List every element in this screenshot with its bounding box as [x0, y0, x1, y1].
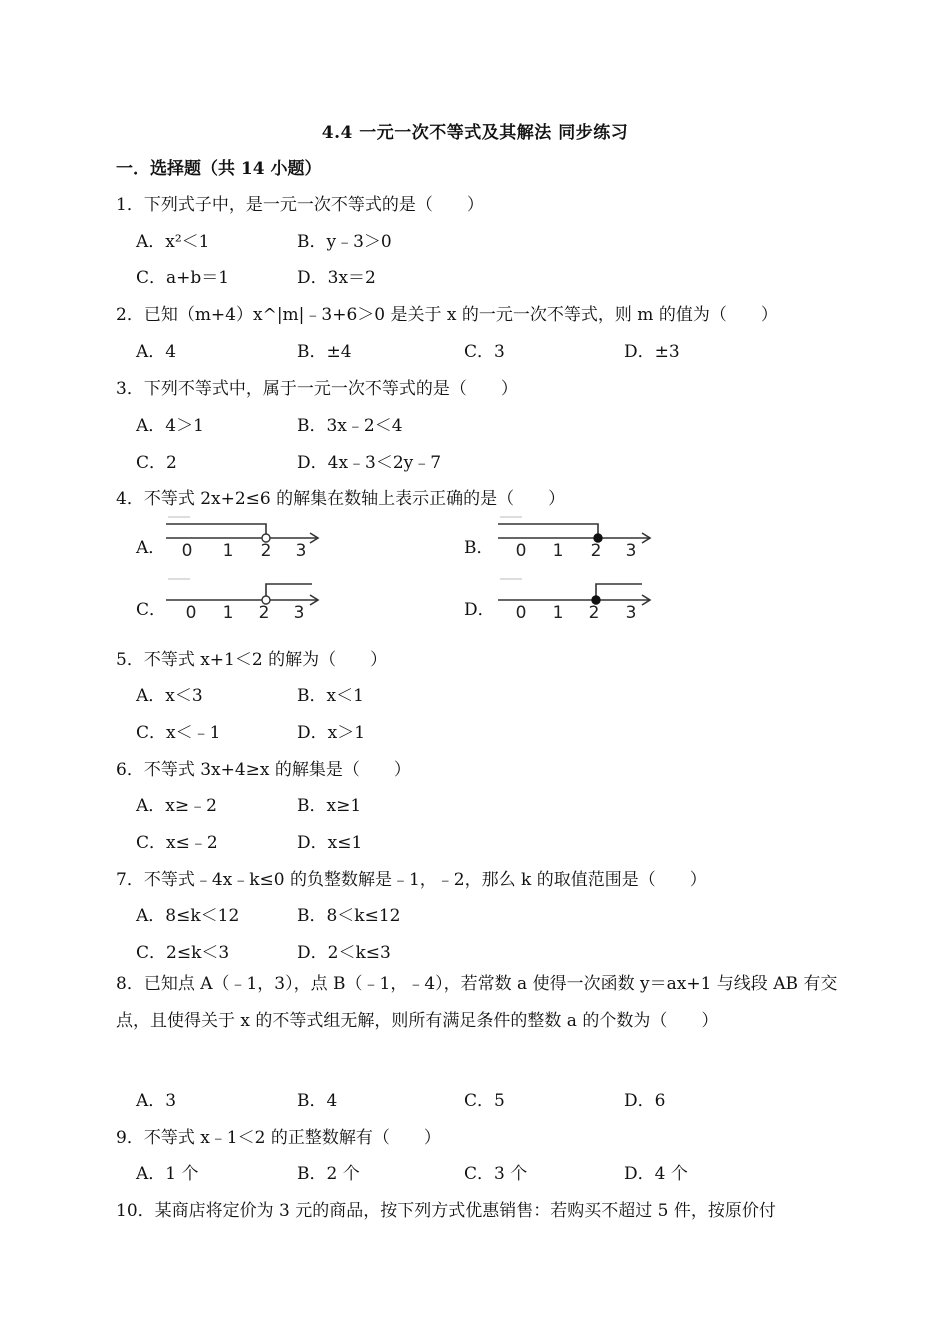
tick-label: 0	[515, 603, 527, 623]
q2-option-b: B．±4	[297, 342, 352, 362]
tick-label: 0	[515, 541, 527, 561]
question-9: 9．不等式 x﹣1＜2 的正整数解有（ ）	[116, 1128, 441, 1148]
tick-label: 1	[222, 541, 234, 561]
tick-label: 1	[222, 603, 234, 623]
question-8: 8．已知点 A（﹣1，3），点 B（﹣1，﹣4），若常数 a 使得一次函数 y＝ax+1 与线段 AB 有交点，且使得关于 x 的不等式组无解，则所有满足条件的整数 a 的个数为（ ）	[116, 974, 838, 1031]
q7-option-b: B．8＜k≤12	[297, 906, 401, 926]
question-2: 2．已知（m+4）x^|m|﹣3+6＞0 是关于 x 的一元一次不等式，则 m 的值为（ ）	[116, 305, 778, 325]
tick-label: 1	[552, 541, 564, 561]
q2-option-c: C．3	[464, 342, 505, 362]
q2-option-a: A．4	[136, 342, 177, 362]
q4-number-line-d	[492, 574, 662, 624]
tick-label: 2	[590, 541, 602, 561]
q3-option-a: A．4＞1	[136, 416, 204, 436]
document-title: 4.4 一元一次不等式及其解法 同步练习	[321, 123, 629, 143]
tick-label: 0	[181, 541, 193, 561]
tick-label: 3	[625, 603, 637, 623]
q6-option-b: B．x≥1	[297, 796, 362, 816]
q7-option-a: A．8≤k＜12	[136, 906, 240, 926]
q7-option-d: D．2＜k≤3	[297, 943, 391, 963]
q8-option-b: B．4	[297, 1091, 338, 1111]
tick-label: 2	[260, 541, 272, 561]
q4-option-a: A．	[136, 538, 166, 558]
question-1: 1．下列式子中，是一元一次不等式的是（ ）	[116, 195, 484, 215]
tick-label: 2	[258, 603, 270, 623]
tick-label: 3	[295, 541, 307, 561]
question-4: 4．不等式 2x+2≤6 的解集在数轴上表示正确的是（ ）	[116, 489, 566, 509]
q3-option-b: B．3x﹣2＜4	[297, 416, 403, 436]
q3-option-d: D．4x﹣3＜2y﹣7	[297, 453, 442, 473]
q8-option-a: A．3	[136, 1091, 177, 1111]
q7-option-c: C．2≤k＜3	[136, 943, 230, 963]
question-7: 7．不等式﹣4x﹣k≤0 的负整数解是﹣1，﹣2，那么 k 的取值范围是（ ）	[116, 870, 707, 890]
q6-option-a: A．x≥﹣2	[136, 796, 217, 816]
q1-option-a: A．x²＜1	[136, 232, 210, 252]
q4-option-d: D．	[464, 600, 495, 620]
question-3: 3．下列不等式中，属于一元一次不等式的是（ ）	[116, 379, 518, 399]
q4-option-c: C．	[136, 600, 167, 620]
q5-option-a: A．x＜3	[136, 686, 203, 706]
question-10: 10．某商店将定价为 3 元的商品，按下列方式优惠销售：若购买不超过 5 件，按原价付	[116, 1201, 776, 1221]
q4-option-b: B．	[464, 538, 494, 558]
tick-label: 1	[552, 603, 564, 623]
q1-option-d: D．3x＝2	[297, 268, 376, 288]
q9-option-c: C．3 个	[464, 1164, 528, 1184]
q8-option-c: C．5	[464, 1091, 505, 1111]
q3-option-c: C．2	[136, 453, 177, 473]
q5-option-c: C．x＜﹣1	[136, 723, 221, 743]
q1-option-b: B．y﹣3＞0	[297, 232, 392, 252]
question-5: 5．不等式 x+1＜2 的解为（ ）	[116, 650, 388, 670]
question-6: 6．不等式 3x+4≥x 的解集是（ ）	[116, 760, 411, 780]
tick-label: 3	[293, 603, 305, 623]
q6-option-d: D．x≤1	[297, 833, 363, 853]
q9-option-b: B．2 个	[297, 1164, 360, 1184]
q4-number-line-b	[492, 512, 662, 562]
q6-option-c: C．x≤﹣2	[136, 833, 218, 853]
tick-label: 2	[588, 603, 600, 623]
q8-option-d: D．6	[624, 1091, 666, 1111]
q4-number-line-c	[160, 574, 330, 624]
q9-option-a: A．1 个	[136, 1164, 199, 1184]
tick-label: 0	[185, 603, 197, 623]
q9-option-d: D．4 个	[624, 1164, 688, 1184]
q4-number-line-a	[160, 512, 330, 562]
q5-option-b: B．x＜1	[297, 686, 364, 706]
q2-option-d: D．±3	[624, 342, 680, 362]
q1-option-c: C．a+b＝1	[136, 268, 230, 288]
tick-label: 3	[625, 541, 637, 561]
q5-option-d: D．x＞1	[297, 723, 366, 743]
section-heading: 一．选择题（共 14 小题）	[116, 159, 322, 179]
